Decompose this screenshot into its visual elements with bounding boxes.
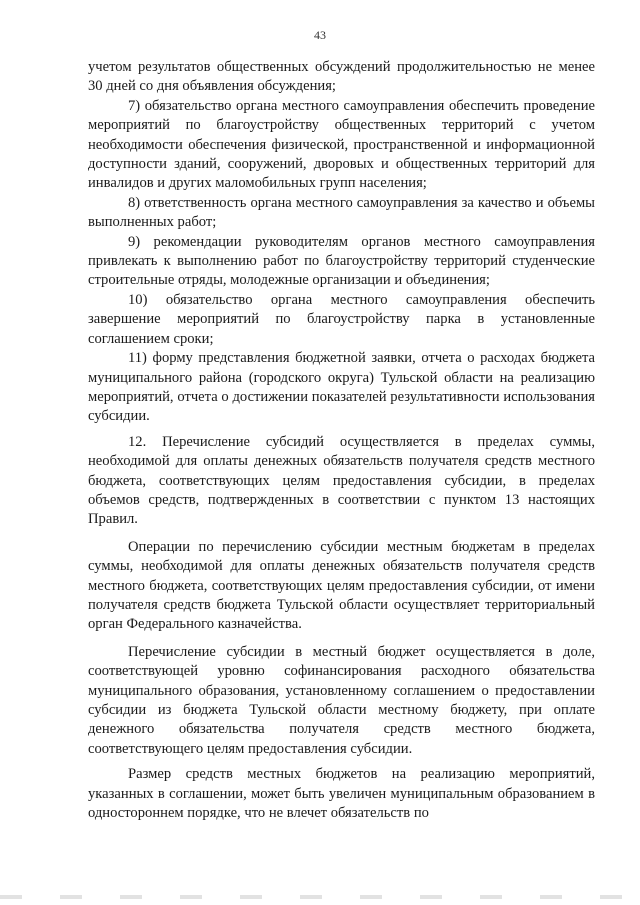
paragraph-item-7: 7) обязательство органа местного самоуправления обеспечить проведение мероприятий по благоустройству общественных территорий с учетом необходимости обеспечения физической, пространственной и информационной доступности зданий, сооружений, дворовых и общественных территорий для инвалидов и других маломобильных групп населения;: [88, 97, 595, 192]
paragraph-transfer-share: Перечисление субсидии в местный бюджет осуществляется в доле, соответствующей уровню софинансирования расходного обязательства муниципального образования, установленному соглашением о предоставлении субсидии из бюджета Тульской области местному бюджету, при оплате денежного обязательства получателя средств местного бюджета, соответствующего целям предоставления субсидии.: [88, 643, 595, 757]
paragraph-item-8: 8) ответственность органа местного самоуправления за качество и объемы выполненных работ;: [88, 194, 595, 231]
page-number: 43: [314, 28, 326, 42]
paragraph-item-10: 10) обязательство органа местного самоуправления обеспечить завершение мероприятий по благоустройству парка в установленные соглашением сроки;: [88, 291, 595, 347]
scan-edge-marks: [0, 895, 640, 899]
paragraph-continuation: учетом результатов общественных обсуждений продолжительностью не менее 30 дней со дня объявления обсуждения;: [88, 59, 595, 95]
paragraph-clause-12: 12. Перечисление субсидий осуществляется в пределах суммы, необходимой для оплаты денежных обязательств получателя средств местного бюджета, соответствующих целям предоставления субсидии, в пределах объемов средств, подтвержденных в соответствии с пунктом 13 настоящих Правил.: [88, 433, 595, 528]
paragraph-local-funds: Размер средств местных бюджетов на реализацию мероприятий, указанных в соглашении, может быть увеличен муниципальным образованием в одностороннем порядке, что не влечет обязательств по: [88, 766, 595, 822]
paragraph-transfer-operations: Операции по перечислению субсидии местным бюджетам в пределах суммы, необходимой для оплаты денежных обязательств получателя средств местного бюджета, соответствующих целям предоставления субсидии, от имени получателя средств бюджета Тульской области осуществляет территориальный орган Федерального казначейства.: [88, 538, 595, 633]
paragraph-item-11: 11) форму представления бюджетной заявки, отчета о расходах бюджета муниципального района (городского округа) Тульской области на реализацию мероприятий, отчета о достижении показателей результативности использования субсидии.: [88, 350, 595, 425]
document-body: [88, 58, 595, 823]
paragraph-item-9: 9) рекомендации руководителям органов местного самоуправления привлекать к выполнению работ по благоустройству территорий студенческие строительные отряды, молодежные организации и объединения;: [88, 233, 595, 289]
